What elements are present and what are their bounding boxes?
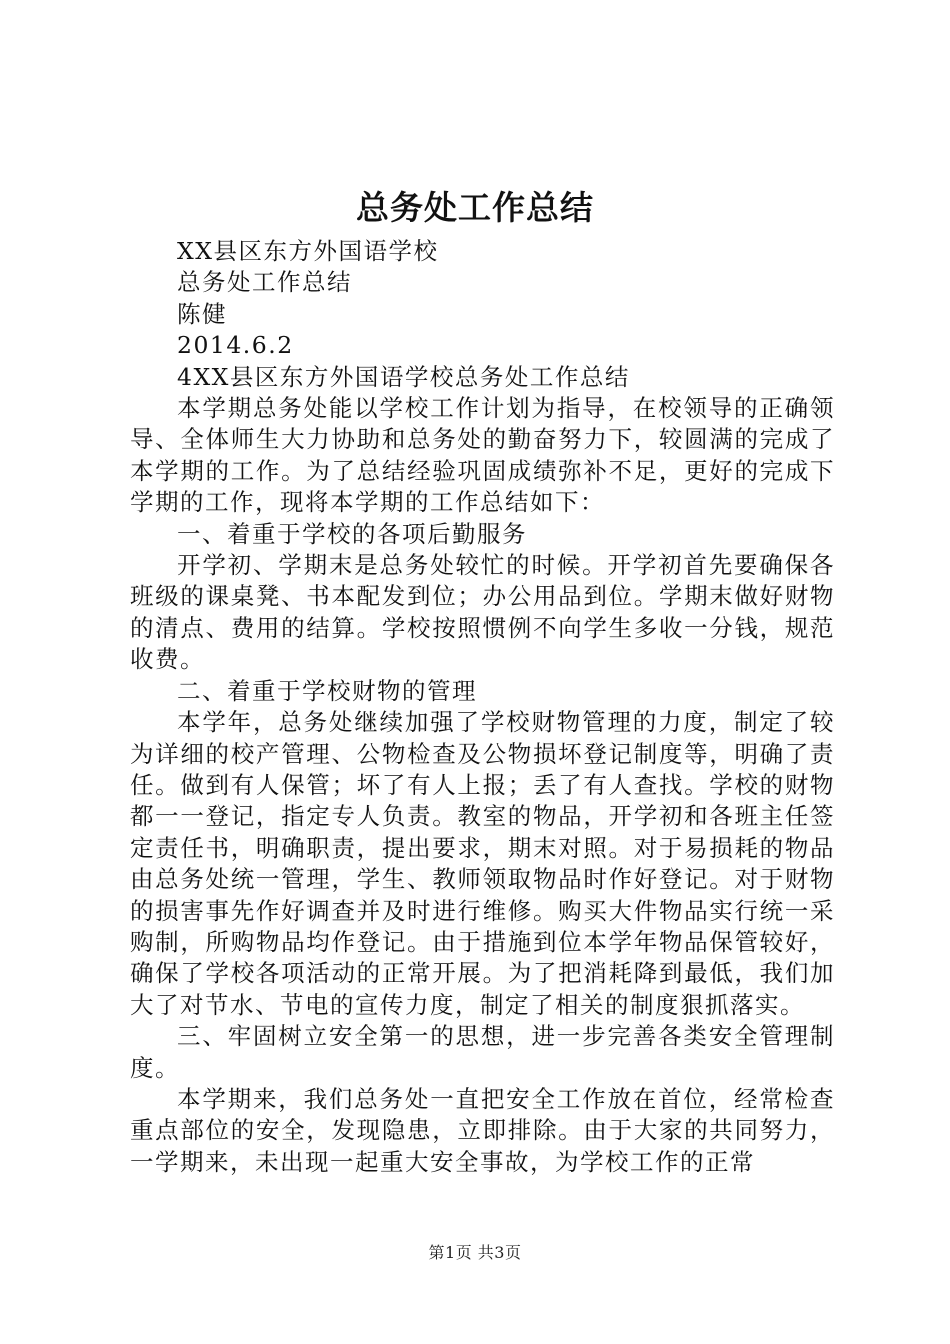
section-heading-3: 三、牢固树立安全第一的思想，进一步完善各类安全管理制度。 <box>130 1022 835 1082</box>
section-heading-1: 一、着重于学校的各项后勤服务 <box>177 519 527 548</box>
paragraph-section-3: 本学期来，我们总务处一直把安全工作放在首位，经常检查重点部位的安全，发现隐患，立即排除。由于大家的共同努力，一学期来，未出现一起重大安全事故，为学校工作的正常 <box>130 1084 835 1176</box>
full-title-line: 4XX县区东方外国语学校总务处工作总结 <box>177 362 630 391</box>
date-line: 2014.6.2 <box>177 331 294 360</box>
paragraph-intro: 本学期总务处能以学校工作计划为指导，在校领导的正确领导、全体师生大力协助和总务处的勤奋努力下，较圆满的完成了本学期的工作。为了总结经验巩固成绩弥补不足，更好的完成下学期的工作，现将本学期的工作总结如下： <box>130 394 835 517</box>
author-line: 陈健 <box>177 299 227 328</box>
school-name-line: XX县区东方外国语学校 <box>177 237 439 265</box>
section-heading-2: 二、着重于学校财物的管理 <box>177 676 477 705</box>
paragraph-section-1: 开学初、学期末是总务处较忙的时候。开学初首先要确保各班级的课桌凳、书本配发到位；办公用品到位。学期末做好财物的清点、费用的结算。学校按照惯例不向学生多收一分钱，规范收费。 <box>130 551 835 674</box>
document-title: 总务处工作总结 <box>356 188 594 227</box>
document-body <box>130 236 835 1178</box>
subtitle-line: 总务处工作总结 <box>177 268 352 297</box>
paragraph-section-2: 本学年，总务处继续加强了学校财物管理的力度，制定了较为详细的校产管理、公物检查及公物损坏登记制度等，明确了责任。做到有人保管；坏了有人上报；丢了有人查找。学校的财物都一一登记，指定专人负责。教室的物品，开学初和各班主任签定责任书，明确职责，提出要求，期末对照。对于易损耗的物品由总务处统一管理，学生、教师领取物品时作好登记。对于财物的损害事先作好调查并及时进行维修。购买大件物品实行统一采购制，所购物品均作登记。由于措施到位本学年物品保管较好，确保了学校各项活动的正常开展。为了把消耗降到最低，我们加大了对节水、节电的宣传力度，制定了相关的制度狠抓落实。 <box>130 708 835 1019</box>
page-indicator: 第1页 共3页 <box>428 1243 522 1262</box>
